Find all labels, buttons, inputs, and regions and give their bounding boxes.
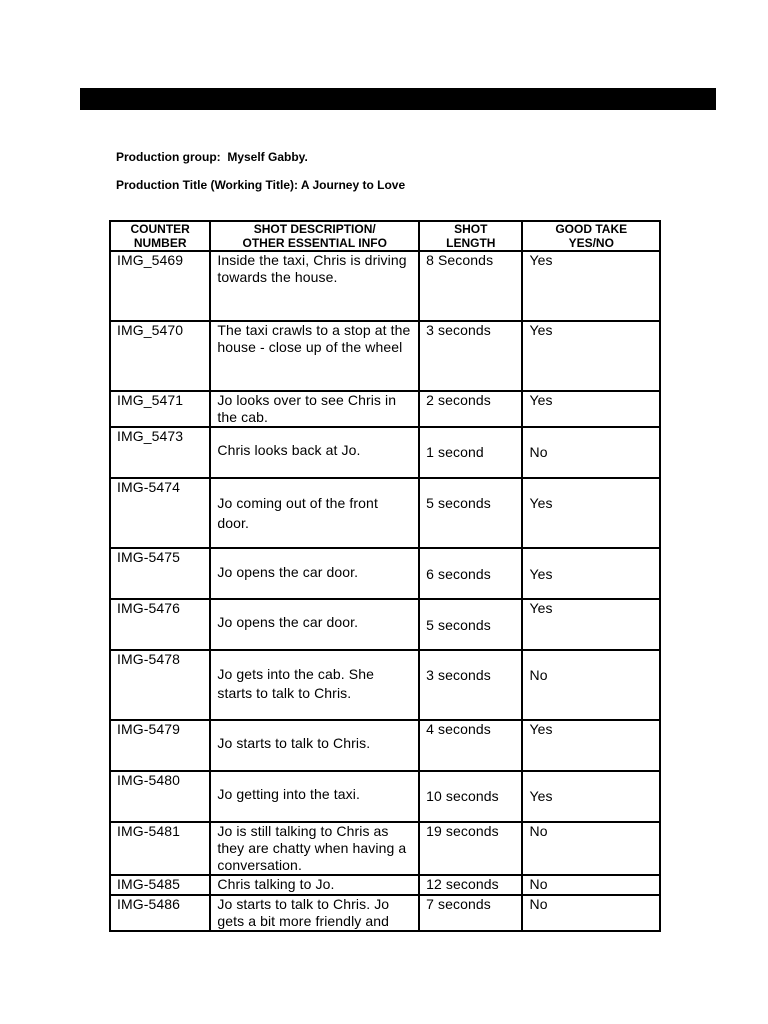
- table-row: [110, 321, 660, 391]
- counter-text: IMG_5473: [117, 428, 184, 444]
- counter-cell: [110, 321, 210, 391]
- description-text: Jo looks over to see Chris in the cab.: [217, 392, 397, 425]
- good-take-cell: [522, 771, 660, 822]
- table-row: [110, 895, 660, 931]
- production-title-value: A Journey to Love: [300, 178, 406, 192]
- counter-text: IMG-5486: [117, 896, 181, 912]
- good-take-cell: [522, 599, 660, 650]
- table-row: [110, 478, 660, 548]
- length-cell: [419, 427, 522, 478]
- good-take-text: Yes: [529, 322, 553, 338]
- counter-cell: [110, 251, 210, 321]
- shot-log-table: [109, 220, 661, 932]
- good-take-text: No: [529, 823, 548, 839]
- production-group-line: [116, 150, 308, 164]
- counter-cell: [110, 599, 210, 650]
- description-text: Chris looks back at Jo.: [217, 442, 361, 458]
- description-text: Jo coming out of the front door.: [217, 495, 378, 531]
- table-row: [110, 650, 660, 720]
- good-take-text: No: [529, 444, 548, 460]
- table-row: [110, 251, 660, 321]
- header-shot-description: [210, 221, 419, 251]
- counter-text: IMG_5471: [117, 392, 184, 408]
- description-text: Chris talking to Jo.: [217, 876, 335, 892]
- header-description-line1: SHOT DESCRIPTION/: [253, 222, 376, 236]
- length-text: 5 seconds: [426, 495, 491, 511]
- good-take-text: Yes: [529, 600, 553, 616]
- good-take-text: Yes: [529, 495, 553, 511]
- counter-text: IMG-5476: [117, 600, 181, 616]
- good-take-text: No: [529, 876, 548, 892]
- header-counter-line1: COUNTER: [130, 222, 190, 236]
- length-cell: [419, 720, 522, 771]
- counter-cell: [110, 478, 210, 548]
- counter-cell: [110, 875, 210, 895]
- description-cell: [210, 720, 419, 771]
- counter-text: IMG_5470: [117, 322, 184, 338]
- good-take-text: Yes: [529, 252, 553, 268]
- description-cell: [210, 822, 419, 875]
- table-row: [110, 548, 660, 599]
- counter-cell: [110, 895, 210, 931]
- table-row: [110, 771, 660, 822]
- length-text: 3 seconds: [426, 322, 491, 338]
- table-row: [110, 391, 660, 427]
- good-take-cell: [522, 875, 660, 895]
- length-cell: [419, 478, 522, 548]
- good-take-text: Yes: [529, 392, 553, 408]
- good-take-cell: [522, 650, 660, 720]
- good-take-cell: [522, 321, 660, 391]
- counter-text: IMG-5485: [117, 876, 181, 892]
- good-take-cell: [522, 427, 660, 478]
- table-row: [110, 875, 660, 895]
- header-shot-length: [419, 221, 522, 251]
- length-cell: [419, 650, 522, 720]
- description-text: Inside the taxi, Chris is driving towards the house.: [217, 252, 407, 285]
- counter-text: IMG-5481: [117, 823, 181, 839]
- production-title-line: [116, 178, 405, 192]
- counter-cell: [110, 427, 210, 478]
- table-row: [110, 822, 660, 875]
- length-text: 8 Seconds: [426, 252, 494, 268]
- description-cell: [210, 478, 419, 548]
- production-group-value: Myself Gabby.: [227, 150, 308, 164]
- header-counter-number: [110, 221, 210, 251]
- description-cell: [210, 650, 419, 720]
- header-length-line2: LENGTH: [446, 236, 496, 250]
- counter-cell: [110, 822, 210, 875]
- good-take-text: No: [529, 896, 548, 912]
- header-description-line2: OTHER ESSENTIAL INFO: [242, 236, 387, 250]
- counter-text: IMG-5474: [117, 479, 181, 495]
- length-text: 3 seconds: [426, 667, 491, 683]
- description-cell: [210, 599, 419, 650]
- good-take-cell: [522, 251, 660, 321]
- counter-cell: [110, 771, 210, 822]
- header-good-take-line2: YES/NO: [568, 236, 614, 250]
- counter-text: IMG-5475: [117, 549, 181, 565]
- counter-text: IMG-5479: [117, 721, 181, 737]
- description-cell: [210, 895, 419, 931]
- good-take-cell: [522, 548, 660, 599]
- header-counter-line2: NUMBER: [133, 236, 187, 250]
- description-text: The taxi crawls to a stop at the house - close up of the wheel: [217, 322, 411, 355]
- description-cell: [210, 771, 419, 822]
- length-cell: [419, 599, 522, 650]
- header-length-line1: SHOT: [454, 222, 488, 236]
- production-group-label: Production group:: [116, 150, 221, 164]
- length-cell: [419, 895, 522, 931]
- counter-text: IMG-5480: [117, 772, 181, 788]
- description-text: Jo starts to talk to Chris. Jo gets a bit more friendly and: [217, 896, 390, 929]
- counter-text: IMG_5469: [117, 252, 184, 268]
- description-cell: [210, 548, 419, 599]
- description-text: Jo is still talking to Chris as they are chatty when having a conversation.: [217, 823, 407, 873]
- length-cell: [419, 548, 522, 599]
- header-good-take-line1: GOOD TAKE: [555, 222, 628, 236]
- good-take-cell: [522, 895, 660, 931]
- header-good-take: [522, 221, 660, 251]
- length-cell: [419, 391, 522, 427]
- length-cell: [419, 771, 522, 822]
- counter-text: IMG-5478: [117, 651, 181, 667]
- length-text: 7 seconds: [426, 896, 491, 912]
- good-take-text: Yes: [529, 788, 553, 804]
- length-text: 19 seconds: [426, 823, 499, 839]
- good-take-cell: [522, 720, 660, 771]
- length-cell: [419, 321, 522, 391]
- length-text: 6 seconds: [426, 566, 491, 582]
- counter-cell: [110, 720, 210, 771]
- table-row: [110, 599, 660, 650]
- length-text: 4 seconds: [426, 721, 491, 737]
- length-text: 12 seconds: [426, 876, 499, 892]
- good-take-cell: [522, 391, 660, 427]
- good-take-text: Yes: [529, 566, 553, 582]
- counter-cell: [110, 391, 210, 427]
- header-bar: [80, 88, 716, 110]
- description-cell: [210, 391, 419, 427]
- length-text: 1 second: [426, 444, 484, 460]
- good-take-cell: [522, 822, 660, 875]
- description-cell: [210, 875, 419, 895]
- table-row: [110, 720, 660, 771]
- description-cell: [210, 427, 419, 478]
- description-text: Jo opens the car door.: [217, 614, 359, 630]
- length-text: 10 seconds: [426, 788, 499, 804]
- good-take-cell: [522, 478, 660, 548]
- description-text: Jo getting into the taxi.: [217, 786, 360, 802]
- production-title-label: Production Title (Working Title):: [116, 178, 298, 192]
- counter-cell: [110, 650, 210, 720]
- good-take-text: Yes: [529, 721, 553, 737]
- length-cell: [419, 875, 522, 895]
- description-text: Jo starts to talk to Chris.: [217, 735, 371, 751]
- good-take-text: No: [529, 667, 548, 683]
- description-text: Jo opens the car door.: [217, 564, 359, 580]
- length-cell: [419, 251, 522, 321]
- length-text: 2 seconds: [426, 392, 491, 408]
- table-header: [110, 221, 660, 251]
- length-text: 5 seconds: [426, 617, 491, 633]
- counter-cell: [110, 548, 210, 599]
- table-row: [110, 427, 660, 478]
- description-text: Jo gets into the cab. She starts to talk to Chris.: [217, 666, 374, 701]
- table-body: [110, 251, 660, 931]
- length-cell: [419, 822, 522, 875]
- description-cell: [210, 321, 419, 391]
- description-cell: [210, 251, 419, 321]
